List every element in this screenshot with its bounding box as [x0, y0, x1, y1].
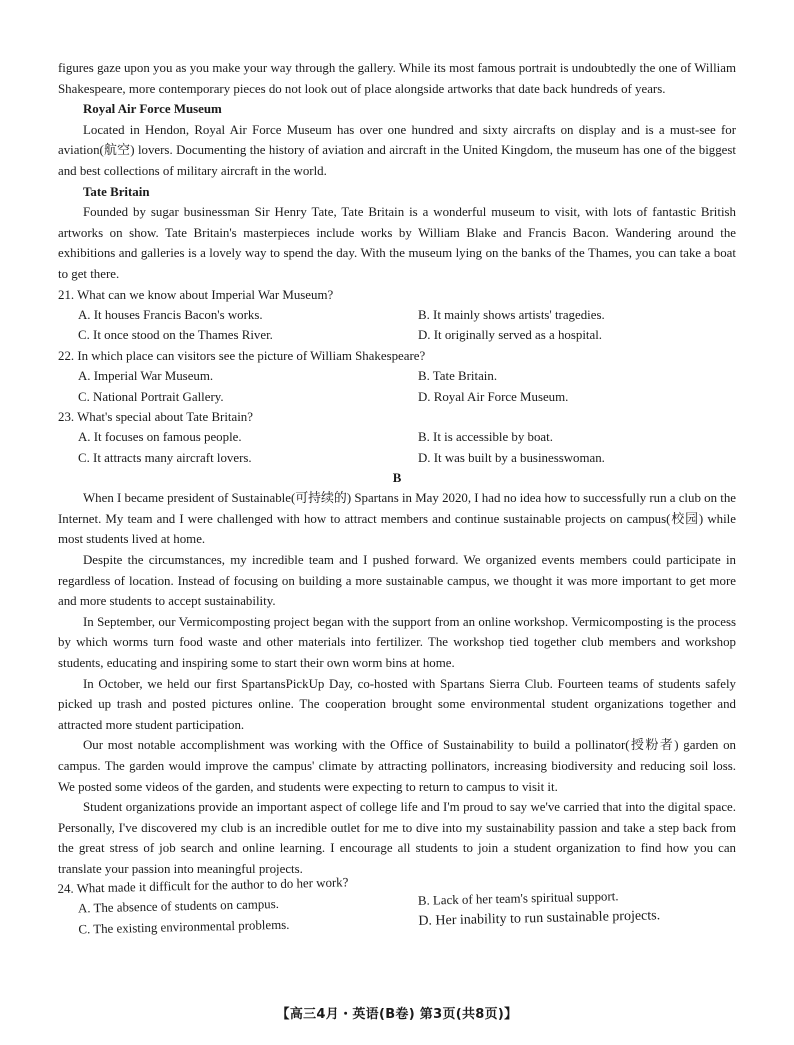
- question-stem: 24. What made it difficult for the author to do her work?: [57, 875, 349, 897]
- passage-b-paragraph: When I became president of Sustainable(可持续的) Spartans in May 2020, I had no idea how to successfully run a club on the Internet. My team and I were challenged with how to attract members and continue sustainable projects on campus(校园) while most students lived at home.: [58, 491, 736, 547]
- question-22: [58, 346, 736, 407]
- option-a: A. The absence of students on campus.: [77, 897, 280, 917]
- question-21: [58, 285, 736, 346]
- question-stem: 23. What's special about Tate Britain?: [58, 409, 253, 424]
- question-stem: 21. What can we know about Imperial War Museum?: [58, 287, 334, 302]
- option-a: A. Imperial War Museum.: [78, 369, 214, 384]
- option-c: C. National Portrait Gallery.: [78, 389, 224, 404]
- exam-page: [58, 58, 736, 941]
- tate-heading: Tate Britain: [83, 184, 150, 199]
- option-d: D. Her inability to run sustainable projects.: [418, 908, 661, 930]
- passage-b-paragraph: Our most notable accomplishment was working with the Office of Sustainability to build a pollinator(授粉者) garden on campus. The garden would improve the campus' climate by attracting pollinators, increasing biodiversity and reducing soil loss. We posted some videos of the garden, and students were expecting to return to campus to visit it.: [58, 738, 736, 794]
- option-d: D. Royal Air Force Museum.: [418, 389, 569, 404]
- option-d: D. It was built by a businesswoman.: [418, 450, 605, 465]
- raf-paragraph: Located in Hendon, Royal Air Force Museum has over one hundred and sixty aircrafts on display and is a must-see for aviation(航空) lovers. Documenting the history of aviation and aircraft in the United Kingdom, the museum has one of the biggest and best collections of military aircraft in the world.: [58, 122, 736, 178]
- raf-heading: Royal Air Force Museum: [83, 102, 222, 117]
- passage-b-paragraph: Student organizations provide an important aspect of college life and I'm proud to say we've carried that into the digital space. Personally, I've discovered my club is an incredible outlet for me to dive into my sustainability passion and take a step back from the great stress of job search and online learning. I encourage all students to join a student organization to find how you can translate your passion into meaningful projects.: [58, 800, 736, 876]
- option-b: B. Lack of her team's spiritual support.: [417, 890, 619, 909]
- option-c: C. The existing environmental problems.: [78, 918, 290, 937]
- option-c: C. It once stood on the Thames River.: [78, 328, 273, 343]
- option-a: A. It focuses on famous people.: [78, 430, 242, 445]
- option-b: B. Tate Britain.: [418, 369, 498, 384]
- page-footer: 【高三4月・英语(B卷) 第3页(共8页)】: [276, 1007, 518, 1022]
- option-b: B. It is accessible by boat.: [418, 430, 553, 445]
- passage-b-paragraph: Despite the circumstances, my incredible team and I pushed forward. We organized events members could participate in regardless of location. Instead of focusing on building a more sustainable campus, we thought it was more important to get more and more students to accept sustainability.: [58, 552, 736, 609]
- question-23: [58, 407, 736, 468]
- option-d: D. It originally served as a hospital.: [418, 328, 603, 343]
- passage-b-paragraph: In September, our Vermicomposting project began with the support from an online workshop. Vermicomposting is the process by which worms turn food waste and other materials into fertilizer. The workshop tied together club members and workshop students, educating and inspiring some to start their own worm bins at home.: [58, 614, 736, 670]
- option-a: A. It houses Francis Bacon's works.: [78, 307, 263, 322]
- question-stem: 22. In which place can visitors see the picture of William Shakespeare?: [58, 348, 426, 363]
- option-c: C. It attracts many aircraft lovers.: [78, 450, 252, 465]
- tate-paragraph: Founded by sugar businessman Sir Henry Tate, Tate Britain is a wonderful museum to visit, with lots of fantastic British artworks on show. Tate Britain's masterpieces include works by William Blake and Francis Bacon. Wandering around the exhibitions and galleries is a lovely way to spend the day. With the museum lying on the banks of the Thames, you can take a boat to get there.: [58, 205, 736, 281]
- passage-b-paragraph: In October, we held our first SpartansPickUp Day, co-hosted with Spartans Sierra Club. Fourteen teams of students safely picked up trash and posted pictures online. The cooperation brought some environmental student organizations together and attracted more student participation.: [58, 676, 736, 732]
- option-b: B. It mainly shows artists' tragedies.: [418, 307, 605, 322]
- section-b-label: B: [392, 471, 402, 486]
- passage-a-intro: figures gaze upon you as you make your way through the gallery. While its most famous portrait is undoubtedly the one of William Shakespeare, more contemporary pieces do not look out of place alongside artworks that date back hundreds of years.: [58, 61, 736, 96]
